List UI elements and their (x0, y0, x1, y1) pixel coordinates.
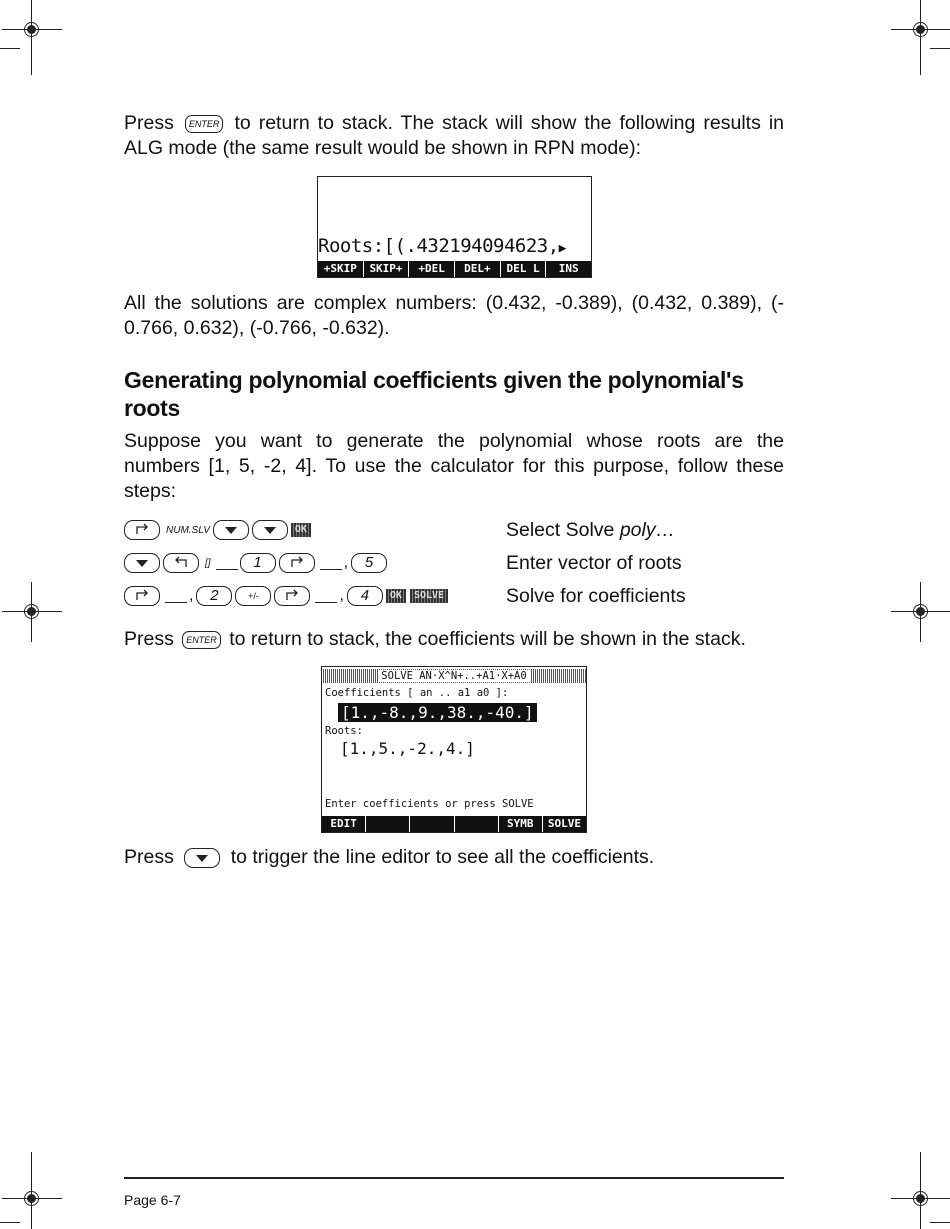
text: steps: (124, 480, 177, 502)
ok-softkey-icon: OK (386, 589, 406, 603)
roots-text: Roots:[(.432194094623, (318, 235, 559, 257)
down-arrow-key-icon (124, 553, 160, 573)
text: numbers [1, 5, -2, 4]. To use the calculator for this purpose, follow these (124, 455, 784, 477)
step-row (124, 517, 784, 543)
text: 0.766, 0.632), (-0.766, -0.632). (124, 317, 390, 339)
left-shift-key-icon (163, 553, 199, 573)
key-sequence (124, 550, 390, 576)
brackets-label: [] (205, 557, 211, 569)
section-heading (124, 366, 804, 422)
number-key-icon: 5 (351, 553, 387, 573)
text: Press (124, 846, 174, 868)
crop-line (31, 1152, 32, 1229)
calculator-screen-roots (317, 176, 592, 278)
right-shift-key-icon (124, 520, 160, 540)
text: All the solutions are complex numbers: (0.432, -0.389), (0.432, 0.389), (- (124, 292, 784, 314)
softkey-edit[interactable]: EDIT (322, 816, 366, 832)
number-key-icon: 4 (347, 586, 383, 606)
softkey-symb[interactable]: SYMB (499, 816, 543, 832)
coefficients-field[interactable]: [1.,-8.,9.,38.,-40.] (338, 703, 537, 722)
heading-line: roots (124, 395, 181, 421)
roots-label: Roots: (325, 725, 363, 737)
text: to return to stack, the coefficients will be shown in the stack. (229, 628, 746, 650)
step-description: Solve for coefficients (506, 585, 686, 607)
page-number: Page 6-7 (124, 1192, 181, 1208)
text: Suppose you want to generate the polynomial whose roots are the (124, 430, 784, 452)
softkey-del-left: +DEL (409, 261, 455, 277)
comma-glyph: , (189, 587, 194, 604)
comma-glyph: , (343, 554, 349, 571)
right-shift-key-icon (274, 586, 310, 606)
text: Press (124, 112, 174, 134)
softkey-skip-left: +SKIP (318, 261, 364, 277)
softkey-del-l: DEL L (501, 261, 547, 277)
crop-line (930, 1222, 950, 1223)
softkey-empty (455, 816, 499, 832)
text: poly… (619, 519, 676, 541)
number-key-icon: 1 (240, 553, 276, 573)
comma-key-icon (320, 557, 342, 570)
registration-mark-bottom-left (2, 1169, 62, 1229)
instructions-paragraph (124, 429, 784, 504)
crop-line (930, 48, 950, 49)
crop-line (0, 1222, 20, 1223)
spc-key-icon (216, 557, 238, 570)
step-description (506, 517, 675, 543)
softkey-skip-right: SKIP+ (364, 261, 410, 277)
step-description: Enter vector of roots (506, 552, 682, 574)
key-sequence (124, 517, 315, 543)
scroll-right-arrow-icon: ▶ (558, 241, 566, 256)
ok-softkey-icon: OK (291, 523, 311, 537)
softkey-del-right: DEL+ (455, 261, 501, 277)
softkey-empty (366, 816, 410, 832)
text: to return to stack. The stack will show the following results in (234, 112, 785, 134)
line-editor-paragraph (124, 845, 784, 870)
softkey-ins: INS (558, 262, 579, 275)
right-shift-key-icon (124, 586, 160, 606)
enter-key-icon: ENTER (182, 631, 221, 649)
text: ALG mode (the same result would be shown in RPN mode): (124, 137, 641, 159)
enter-key-icon: ENTER (185, 115, 224, 133)
numslv-label: NUM.SLV (166, 524, 210, 536)
comma-key-icon (315, 590, 337, 603)
down-arrow-key-icon (213, 520, 249, 540)
comma-glyph: , (339, 587, 344, 604)
step-row (124, 550, 784, 576)
key-sequence (124, 583, 452, 609)
status-prompt: Enter coefficients or press SOLVE (325, 798, 534, 810)
text: Press (124, 628, 174, 650)
solutions-paragraph (124, 291, 784, 341)
footer-rule (124, 1177, 784, 1179)
heading-line: Generating polynomial coefficients given the polynomial's (124, 367, 744, 393)
screen-title-bar (322, 669, 586, 683)
roots-readout (318, 235, 566, 260)
screen-title: SOLVE AN·X^N+..+A1·X+A0 (378, 670, 529, 682)
crop-line (0, 48, 20, 49)
down-arrow-key-icon (252, 520, 288, 540)
softkey-empty (410, 816, 454, 832)
calculator-screen-solve (321, 666, 587, 833)
plus-minus-key-icon: +/- (235, 586, 271, 606)
softkey-solve[interactable]: SOLVE (547, 817, 581, 830)
registration-mark-middle-right (891, 582, 950, 642)
solve-softkey-icon: SOLVE (410, 589, 448, 603)
roots-field[interactable]: [1.,5.,-2.,4.] (340, 739, 475, 758)
intro-paragraph (124, 111, 784, 161)
return-paragraph (124, 627, 784, 652)
softkey-menu (318, 261, 591, 277)
step-row (124, 583, 784, 609)
registration-mark-top-left (2, 0, 62, 60)
registration-mark-middle-left (2, 582, 62, 642)
softkey-menu (322, 816, 586, 832)
text: Select Solve (506, 519, 620, 541)
text: to trigger the line editor to see all the coefficients. (230, 846, 655, 868)
right-shift-key-icon (279, 553, 315, 573)
comma-key-icon (165, 590, 187, 603)
number-key-icon: 2 (196, 586, 232, 606)
coefficients-label: Coefficients [ an .. a1 a0 ]: (325, 687, 509, 699)
crop-line (920, 0, 921, 75)
crop-line (920, 1152, 921, 1229)
down-arrow-key-icon (184, 848, 220, 868)
crop-line (31, 0, 32, 75)
